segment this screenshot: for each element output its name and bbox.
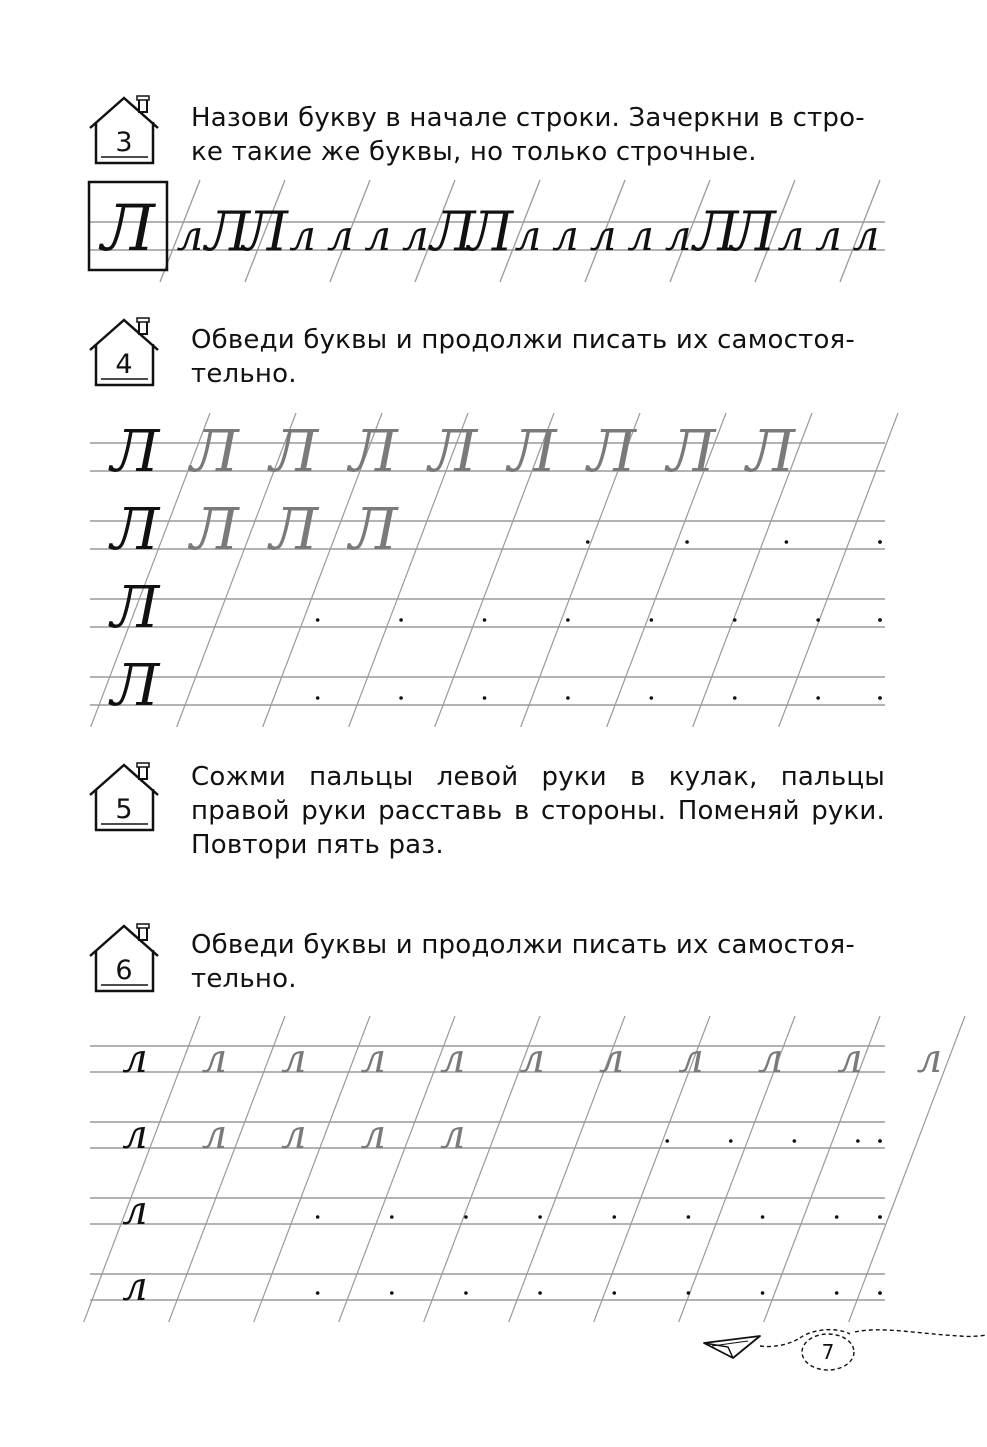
task-5-line-2: правой руки расставь в стороны. Поменяй руки. bbox=[191, 796, 885, 826]
ex6-trace-letter: л bbox=[837, 1036, 863, 1082]
ex6-trace-letter: л bbox=[916, 1036, 943, 1082]
ex3-letter: Л bbox=[242, 200, 288, 263]
ex6-start-dot bbox=[538, 1291, 542, 1295]
ex4-start-dot bbox=[586, 540, 590, 544]
task-3-house-icon bbox=[90, 96, 158, 163]
ex6-start-dot bbox=[729, 1139, 733, 1143]
ex6-start-dot bbox=[316, 1291, 320, 1295]
ex6-start-dot bbox=[878, 1139, 882, 1143]
ex4-trace-letter: Л bbox=[349, 495, 398, 563]
ex3-letter: л bbox=[364, 211, 392, 260]
ex4-start-dot bbox=[483, 618, 487, 622]
ex3-letter: л bbox=[326, 211, 354, 260]
ex4-start-dot bbox=[316, 618, 320, 622]
task-3-line-2: ке такие же буквы, но только строчные. bbox=[191, 137, 757, 167]
ex4-trace-letter: Л bbox=[190, 495, 239, 563]
ex6-trace-letter: л bbox=[757, 1036, 784, 1082]
ex6-trace-letter: л bbox=[440, 1036, 466, 1082]
ex6-start-dot bbox=[878, 1215, 882, 1219]
ex4-trace-letter: Л bbox=[190, 417, 239, 485]
task-6-text bbox=[191, 928, 885, 996]
ex4-trace-letter: Л bbox=[428, 417, 477, 485]
ex3-letter: Л bbox=[205, 200, 251, 263]
ex6-slant-line bbox=[254, 1016, 370, 1322]
exercise-6-grid bbox=[84, 1016, 965, 1322]
ex3-letter: л bbox=[401, 211, 429, 260]
ex4-start-dot bbox=[566, 696, 570, 700]
ex6-start-dot bbox=[687, 1215, 691, 1219]
ex4-trace-letter: Л bbox=[666, 417, 716, 485]
task-6-line-1: Обведи буквы и продолжи писать их самостоя- bbox=[191, 930, 855, 960]
ex4-start-dot bbox=[878, 540, 882, 544]
ex4-trace-letter: Л bbox=[269, 495, 319, 563]
ex3-letter: л bbox=[289, 211, 317, 260]
ex4-start-dot bbox=[878, 696, 882, 700]
ex4-start-dot bbox=[650, 696, 654, 700]
ex4-start-dot bbox=[316, 696, 320, 700]
ex3-letter: л bbox=[664, 211, 692, 260]
ex6-trace-letter: л bbox=[440, 1112, 466, 1158]
page-number: 7 bbox=[821, 1340, 835, 1364]
ex3-letter: л bbox=[552, 211, 579, 260]
ex6-start-dot bbox=[316, 1215, 320, 1219]
ex6-start-dot bbox=[835, 1291, 839, 1295]
ex3-letter: Л bbox=[430, 200, 476, 263]
task-6-number: 6 bbox=[115, 955, 133, 986]
ex6-start-dot bbox=[665, 1139, 669, 1143]
ex6-trace-letter: л bbox=[360, 1112, 387, 1158]
task-4-line-2: тельно. bbox=[191, 359, 297, 389]
ex6-start-dot bbox=[761, 1215, 765, 1219]
task-5-line-1: Сожми пальцы левой руки в кулак, пальцы bbox=[191, 762, 885, 792]
ex6-trace-letter: л bbox=[281, 1112, 307, 1158]
exercise-4-grid bbox=[90, 413, 898, 727]
ex6-start-dot bbox=[390, 1215, 394, 1219]
ex4-start-dot bbox=[650, 618, 654, 622]
ex4-start-dot bbox=[566, 618, 570, 622]
ex6-model-letter: л bbox=[122, 1188, 148, 1234]
ex6-trace-letter: л bbox=[201, 1036, 228, 1082]
ex4-model-letter: Л bbox=[110, 573, 160, 641]
ex3-letter: л bbox=[627, 211, 655, 260]
ex6-start-dot bbox=[793, 1139, 797, 1143]
ex3-letter: л bbox=[514, 211, 542, 260]
ex4-model-letter: Л bbox=[110, 495, 160, 563]
task-6-line-2: тельно. bbox=[191, 964, 297, 994]
ex3-letter: л bbox=[176, 211, 204, 260]
ex6-model-letter: л bbox=[122, 1112, 148, 1158]
ex6-trace-letter: л bbox=[519, 1036, 545, 1082]
ex4-start-dot bbox=[816, 618, 820, 622]
ex4-start-dot bbox=[399, 696, 403, 700]
ex4-model-letter: Л bbox=[110, 651, 160, 719]
ex3-letter: Л bbox=[693, 200, 739, 263]
ex6-model-letter: л bbox=[122, 1264, 148, 1310]
task-5-line-3: Повтори пять раз. bbox=[191, 830, 444, 860]
ex4-start-dot bbox=[685, 540, 689, 544]
ex4-start-dot bbox=[733, 618, 737, 622]
ex6-start-dot bbox=[612, 1215, 616, 1219]
ex4-start-dot bbox=[399, 618, 403, 622]
ex3-letter: Л bbox=[467, 200, 513, 263]
ex4-start-dot bbox=[483, 696, 487, 700]
ex4-model-letter: Л bbox=[110, 417, 160, 485]
task-4-line-1: Обведи буквы и продолжи писать их самостоя- bbox=[191, 325, 855, 355]
exercise-3-row bbox=[89, 180, 885, 282]
ex4-start-dot bbox=[878, 618, 882, 622]
ex4-slant-line bbox=[779, 413, 898, 727]
ex6-start-dot bbox=[835, 1215, 839, 1219]
ex4-trace-letter: Л bbox=[746, 417, 795, 485]
ex6-trace-letter: л bbox=[201, 1112, 228, 1158]
ex3-letter: Л bbox=[730, 200, 776, 263]
ex6-start-dot bbox=[687, 1291, 691, 1295]
ex3-letter: л bbox=[777, 211, 805, 260]
ex6-trace-letter: л bbox=[598, 1036, 625, 1082]
ex4-trace-letter: Л bbox=[587, 417, 636, 485]
ex6-slant-line bbox=[849, 1016, 965, 1322]
task-5-text bbox=[191, 760, 885, 862]
task-3-number: 3 bbox=[115, 127, 133, 158]
ex3-boxed-letter: Л bbox=[101, 192, 155, 266]
task-3-line-1: Назови букву в начале строки. Зачеркни в стро- bbox=[191, 103, 865, 133]
ex6-trace-letter: л bbox=[360, 1036, 387, 1082]
ex6-model-letter: л bbox=[122, 1036, 148, 1082]
ex4-trace-letter: Л bbox=[508, 417, 557, 485]
ex3-letter: л bbox=[852, 211, 880, 260]
ex6-trace-letter: л bbox=[281, 1036, 307, 1082]
ex4-trace-letter: Л bbox=[349, 417, 398, 485]
ex6-start-dot bbox=[464, 1291, 468, 1295]
ex3-letter: л bbox=[815, 211, 842, 260]
task-6-house-icon bbox=[90, 924, 158, 991]
ex6-start-dot bbox=[538, 1215, 542, 1219]
ex6-start-dot bbox=[878, 1291, 882, 1295]
task-4-text bbox=[191, 323, 885, 391]
ex6-start-dot bbox=[856, 1139, 860, 1143]
task-5-house-icon bbox=[90, 763, 158, 830]
ex3-letter: л bbox=[589, 211, 617, 260]
ex4-start-dot bbox=[733, 696, 737, 700]
ex4-trace-letter: Л bbox=[269, 417, 319, 485]
ex6-start-dot bbox=[761, 1291, 765, 1295]
ex6-trace-letter: л bbox=[678, 1036, 704, 1082]
ex6-start-dot bbox=[464, 1215, 468, 1219]
ex4-start-dot bbox=[816, 696, 820, 700]
task-5-number: 5 bbox=[115, 794, 133, 825]
task-4-house-icon bbox=[90, 318, 158, 385]
ex4-start-dot bbox=[785, 540, 789, 544]
ex6-start-dot bbox=[390, 1291, 394, 1295]
task-3-text bbox=[191, 101, 885, 169]
task-4-number: 4 bbox=[115, 349, 133, 380]
ex6-slant-line bbox=[339, 1016, 455, 1322]
ex6-start-dot bbox=[612, 1291, 616, 1295]
